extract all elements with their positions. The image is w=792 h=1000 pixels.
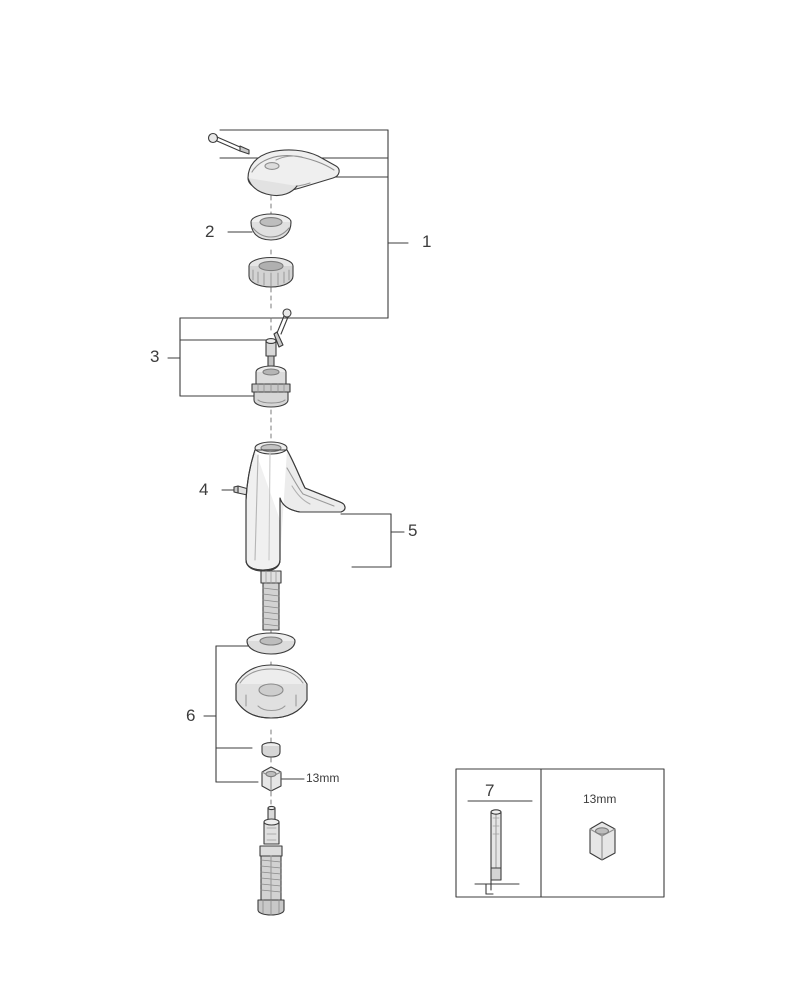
part-lever-handle bbox=[248, 150, 339, 196]
part-knurled-nut bbox=[249, 258, 293, 288]
callout-label-4: 4 bbox=[199, 480, 209, 499]
callout-label-5: 5 bbox=[408, 521, 418, 540]
part-stud-rod bbox=[264, 806, 279, 844]
dimension-label-13mm-main: 13mm bbox=[306, 771, 340, 785]
part-nut-13mm bbox=[262, 767, 281, 791]
callout-label-1: 1 bbox=[422, 232, 432, 251]
callout-label-3: 3 bbox=[150, 347, 160, 366]
part-threaded-shank bbox=[261, 571, 281, 630]
callout-label-7: 7 bbox=[485, 781, 495, 800]
part-cartridge bbox=[252, 366, 290, 407]
part-bottom-rod bbox=[258, 846, 284, 915]
part-washer-top bbox=[247, 633, 295, 654]
part-mounting-bracket bbox=[236, 665, 307, 718]
callout-label-6: 6 bbox=[186, 706, 196, 725]
part-washer-small bbox=[262, 743, 280, 757]
part-set-screw-top bbox=[209, 134, 250, 155]
dimension-label-13mm-tool: 13mm bbox=[583, 792, 617, 806]
callout-label-2: 2 bbox=[205, 222, 215, 241]
callout-5-leader bbox=[341, 514, 404, 567]
part-faucet-body bbox=[246, 442, 345, 571]
part-cartridge-stem bbox=[266, 339, 276, 366]
tool-nut-13mm bbox=[590, 822, 615, 860]
part-cap-ring bbox=[251, 214, 291, 240]
